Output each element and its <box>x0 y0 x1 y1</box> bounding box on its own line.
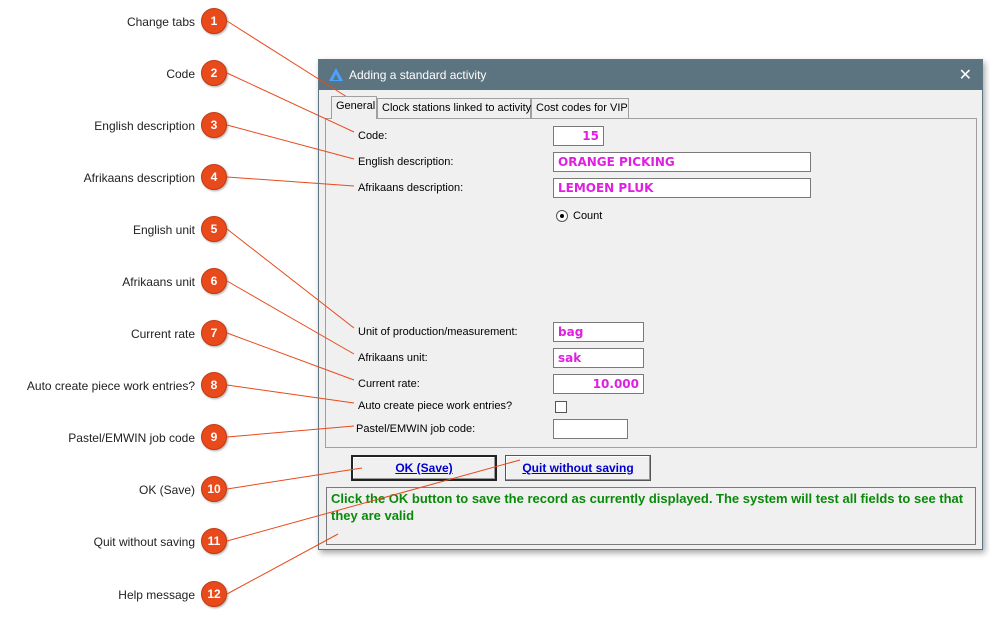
current-rate-field[interactable]: 10.000 <box>553 374 644 394</box>
annotation-label-code: Code <box>166 67 195 81</box>
afrikaans-description-field[interactable]: LEMOEN PLUK <box>553 178 811 198</box>
count-label: Count <box>573 210 603 222</box>
afrikaans-unit-field[interactable]: sak <box>553 348 644 368</box>
annotation-badge-1: 1 <box>201 8 227 34</box>
annotation-badge-7: 7 <box>201 320 227 346</box>
annotation-label-ok-save: OK (Save) <box>138 483 195 497</box>
quit-without-saving-button[interactable]: Quit without saving <box>505 455 651 481</box>
annotation-badge-11: 11 <box>201 528 227 554</box>
code-label: Code: <box>358 130 388 142</box>
title-bar[interactable] <box>319 60 982 90</box>
annotation-badge-2: 2 <box>201 60 227 86</box>
ok-save-button[interactable]: OK (Save) <box>351 455 497 481</box>
annotation-label-change-tabs: Change tabs <box>126 15 195 29</box>
afrikaans-description-label: Afrikaans description: <box>358 182 464 194</box>
annotation-badge-12: 12 <box>201 581 227 607</box>
annotation-label-quit: Quit without saving <box>93 535 195 549</box>
annotation-badge-3: 3 <box>201 112 227 138</box>
annotation-label-english-description: English description <box>94 119 195 133</box>
annotation-badge-10: 10 <box>201 476 227 502</box>
app-logo-icon <box>329 68 343 81</box>
help-message: Click the OK button to save the record as currently displayed. The system will test all fields to see that they are valid <box>326 487 976 545</box>
annotation-label-current-rate: Current rate <box>130 327 195 341</box>
annotation-badge-8: 8 <box>201 372 227 398</box>
annotation-label-help-message: Help message <box>118 588 195 602</box>
window-title: Adding a standard activity <box>349 68 487 82</box>
tab-clock-stations[interactable]: Clock stations linked to activity <box>377 98 531 118</box>
count-radio[interactable] <box>556 210 568 222</box>
annotation-label-afrikaans-description: Afrikaans description <box>83 171 195 185</box>
auto-create-checkbox[interactable] <box>555 401 567 413</box>
unit-label: Unit of production/measurement: <box>358 326 518 338</box>
current-rate-label: Current rate: <box>358 378 420 390</box>
close-icon[interactable]: ✕ <box>958 67 972 84</box>
annotation-label-job-code: Pastel/EMWIN job code <box>68 431 195 445</box>
tab-general[interactable]: General <box>331 96 377 119</box>
annotation-label-auto-create: Auto create piece work entries? <box>26 379 195 393</box>
english-description-label: English description: <box>358 156 454 168</box>
tab-cost-codes-vip[interactable]: Cost codes for VIP <box>531 98 629 118</box>
annotation-label-english-unit: English unit <box>132 223 195 237</box>
annotation-badge-6: 6 <box>201 268 227 294</box>
annotation-badge-9: 9 <box>201 424 227 450</box>
annotation-badge-5: 5 <box>201 216 227 242</box>
job-code-label: Pastel/EMWIN job code: <box>356 423 476 435</box>
code-field[interactable]: 15 <box>553 126 604 146</box>
english-description-field[interactable]: ORANGE PICKING <box>553 152 811 172</box>
job-code-field[interactable] <box>553 419 628 439</box>
auto-create-label: Auto create piece work entries? <box>358 400 513 412</box>
annotation-label-afrikaans-unit: Afrikaans unit <box>122 275 195 289</box>
annotation-badge-4: 4 <box>201 164 227 190</box>
afrikaans-unit-label: Afrikaans unit: <box>358 352 428 364</box>
english-unit-field[interactable]: bag <box>553 322 644 342</box>
dialog-window <box>318 59 983 550</box>
general-tab-panel <box>325 118 977 448</box>
